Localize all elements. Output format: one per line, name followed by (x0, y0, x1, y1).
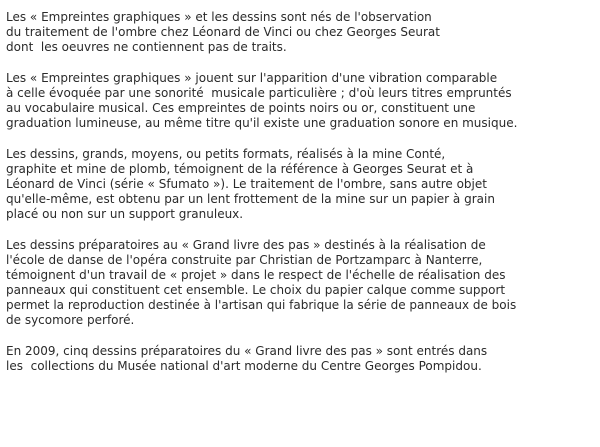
text-line: Léonard de Vinci (série « Sfumato »). Le traitement de l'ombre, sans autre objet (6, 177, 487, 191)
text-line: témoignent d'un travail de « projet » dans le respect de l'échelle de réalisation des (6, 268, 506, 282)
paragraph-observation (6, 10, 594, 55)
text-line: En 2009, cinq dessins préparatoires du « Grand livre des pas » sont entrés dans (6, 344, 488, 358)
text-line: l'école de danse de l'opéra construite par Christian de Portzamparc à Nanterre, (6, 253, 483, 267)
paragraph-preparatory-drawings (6, 238, 594, 328)
text-line: panneaux qui constituent cet ensemble. Le choix du papier calque comme support (6, 283, 506, 297)
text-line: Les dessins, grands, moyens, ou petits formats, réalisés à la mine Conté, (6, 147, 446, 161)
text-line: placé ou non sur un support granuleux. (6, 207, 244, 221)
text-line: de sycomore perforé. (6, 313, 135, 327)
text-line: graphite et mine de plomb, témoignent de la référence à Georges Seurat et à (6, 162, 474, 176)
paragraph-drawings (6, 147, 594, 222)
text-line: permet la reproduction destinée à l'artisan qui fabrique la série de panneaux de bois (6, 298, 517, 312)
text-line: Les « Empreintes graphiques » et les dessins sont nés de l'observation (6, 10, 432, 24)
paragraph-vibration (6, 71, 594, 131)
text-line: graduation lumineuse, au même titre qu'il existe une graduation sonore en musique. (6, 116, 518, 130)
document-body (6, 10, 594, 390)
paragraph-collections (6, 344, 594, 374)
text-line: qu'elle-même, est obtenu par un lent frottement de la mine sur un papier à grain (6, 192, 495, 206)
text-line: les collections du Musée national d'art moderne du Centre Georges Pompidou. (6, 359, 482, 373)
text-line: à celle évoquée par une sonorité musicale particulière ; d'où leurs titres empruntés (6, 86, 512, 100)
text-line: Les « Empreintes graphiques » jouent sur l'apparition d'une vibration comparable (6, 71, 498, 85)
text-line: Les dessins préparatoires au « Grand livre des pas » destinés à la réalisation de (6, 238, 486, 252)
text-line: du traitement de l'ombre chez Léonard de Vinci ou chez Georges Seurat (6, 25, 440, 39)
text-line: au vocabulaire musical. Ces empreintes de points noirs ou or, constituent une (6, 101, 476, 115)
text-line: dont les oeuvres ne contiennent pas de traits. (6, 40, 287, 54)
